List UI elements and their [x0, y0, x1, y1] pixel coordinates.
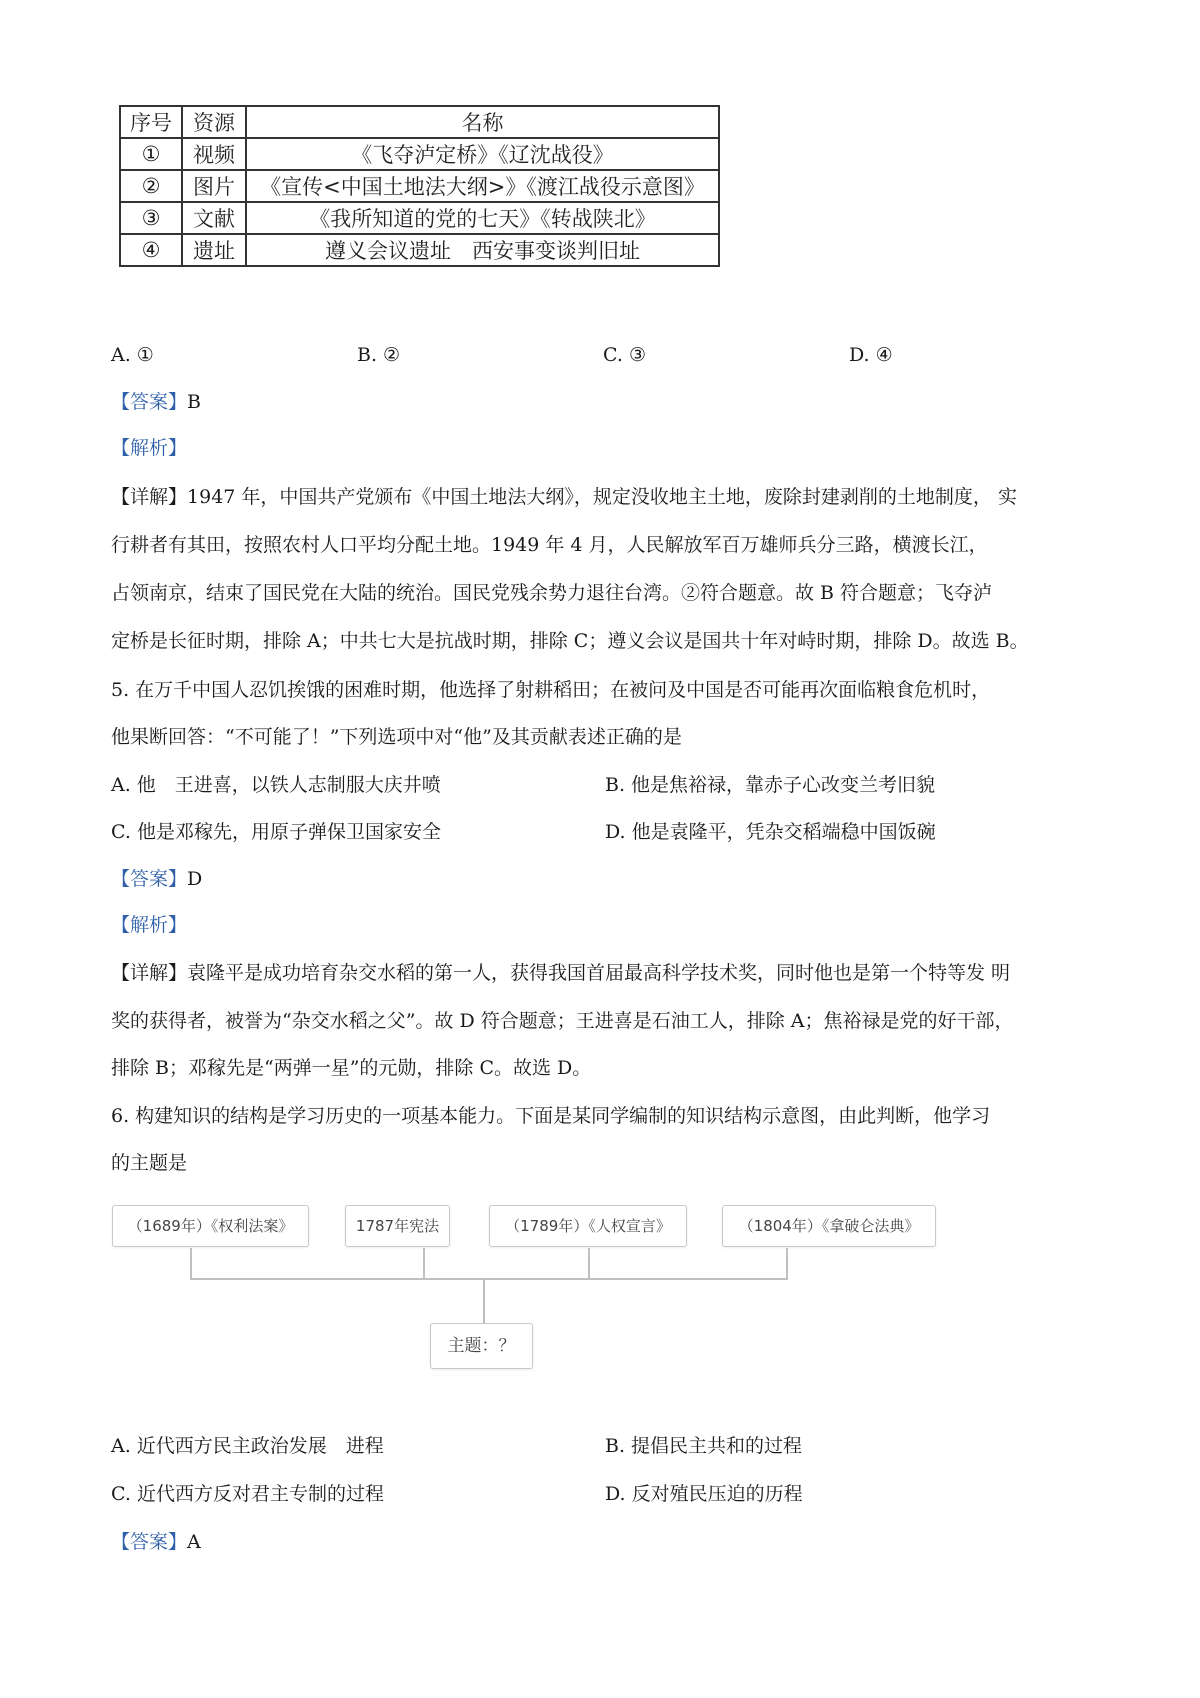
- q6-option-c: C. 近代西方反对君主专制的过程: [111, 1483, 384, 1505]
- q5-detail-line: [111, 961, 1010, 985]
- table-cell: 遵义会议遗址 西安事变谈判旧址: [246, 234, 719, 266]
- table-header: 资源: [182, 106, 246, 138]
- table-row: [120, 234, 719, 266]
- q6-option-a: A. 近代西方民主政治发展 进程: [111, 1435, 384, 1457]
- detail-tag: 【详解】: [111, 486, 188, 508]
- answer-tag: 【答案】: [111, 1531, 188, 1553]
- q4-detail-line: 定桥是长征时期，排除 A；中共七大是抗战时期，排除 C；遵义会议是国共十年对峙时期，排除 D。故选 B。: [111, 630, 1029, 652]
- diagram-theme-node: 主题：？: [430, 1323, 533, 1369]
- connector-line: [483, 1278, 485, 1323]
- table-header-row: [120, 106, 719, 138]
- diagram-node: （1804年）《拿破仑法典》: [722, 1205, 936, 1247]
- q5-detail-line: 奖的获得者，被誉为“杂交水稻之父”。故 D 符合题意；王进喜是石油工人，排除 A；焦裕禄是党的好干部，: [111, 1010, 1014, 1032]
- q6-answer: [111, 1530, 201, 1554]
- table-cell: 《宣传<中国土地法大纲>》《渡江战役示意图》: [246, 170, 719, 202]
- q4-option-b: B. ②: [357, 344, 401, 366]
- q6-stem-line: 的主题是: [111, 1152, 188, 1174]
- connector-line: [786, 1248, 788, 1278]
- q6-stem-line: 6. 构建知识的结构是学习历史的一项基本能力。下面是某同学编制的知识结构示意图，由此判断，他学习: [111, 1105, 991, 1127]
- q4-detail-line: 占领南京，结束了国民党在大陆的统治。国民党残余势力退往台湾。②符合题意。故 B 符合题意；飞夺泸: [111, 582, 993, 604]
- table-row: [120, 138, 719, 170]
- q5-option-d: D. 他是袁隆平，凭杂交稻端稳中国饭碗: [605, 821, 936, 843]
- table-cell: 文献: [182, 202, 246, 234]
- table-header: 序号: [120, 106, 182, 138]
- q5-option-c: C. 他是邓稼先，用原子弹保卫国家安全: [111, 821, 441, 843]
- answer-value: B: [187, 391, 201, 413]
- table-cell: 视频: [182, 138, 246, 170]
- table-row: [120, 170, 719, 202]
- answer-tag: 【答案】: [111, 868, 188, 890]
- q5-option-a: A. 他 王进喜，以铁人志制服大庆井喷: [111, 774, 441, 796]
- detail-text: 1947 年，中国共产党颁布《中国土地法大纲》，规定没收地主土地，废除封建剥削的土地制度， 实: [187, 486, 1017, 508]
- q5-stem-line: 他果断回答：“不可能了！”下列选项中对“他”及其贡献表述正确的是: [111, 726, 682, 748]
- table-cell: ④: [120, 234, 182, 266]
- detail-text: 袁隆平是成功培育杂交水稻的第一人，获得我国首届最高科学技术奖，同时他也是第一个特等发 明: [187, 962, 1011, 984]
- q5-stem-line: 5. 在万千中国人忍饥挨饿的困难时期，他选择了射耕稻田；在被问及中国是否可能再次面临粮食危机时，: [111, 679, 991, 701]
- table-cell: 图片: [182, 170, 246, 202]
- answer-value: A: [187, 1531, 201, 1553]
- q4-detail-line: 行耕者有其田，按照农村人口平均分配土地。1949 年 4 月，人民解放军百万雄师兵分三路，横渡长江，: [111, 534, 988, 556]
- q5-option-b: B. 他是焦裕禄，靠赤子心改变兰考旧貌: [605, 774, 936, 796]
- connector-line: [190, 1248, 192, 1278]
- connector-line: [190, 1278, 788, 1280]
- table-cell: ③: [120, 202, 182, 234]
- q4-option-c: C. ③: [603, 344, 646, 366]
- q4-option-d: D. ④: [849, 344, 893, 366]
- q6-option-d: D. 反对殖民压迫的历程: [605, 1483, 803, 1505]
- table-cell: ②: [120, 170, 182, 202]
- detail-tag: 【详解】: [111, 962, 188, 984]
- q4-analysis-tag: 【解析】: [111, 437, 188, 459]
- table-header: 名称: [246, 106, 719, 138]
- table-cell: 遗址: [182, 234, 246, 266]
- diagram-node: 1787年宪法: [345, 1205, 450, 1247]
- table-cell: 《我所知道的党的七天》《转战陕北》: [246, 202, 719, 234]
- q4-option-a: A. ①: [111, 344, 154, 366]
- diagram-node: （1689年）《权利法案》: [112, 1205, 309, 1247]
- table-cell: 《飞夺泸定桥》《辽沈战役》: [246, 138, 719, 170]
- table-cell: ①: [120, 138, 182, 170]
- table-row: [120, 202, 719, 234]
- q5-detail-line: 排除 B；邓稼先是“两弹一星”的元勋，排除 C。故选 D。: [111, 1057, 592, 1079]
- answer-value: D: [187, 868, 203, 890]
- connector-line: [588, 1248, 590, 1278]
- answer-tag: 【答案】: [111, 391, 188, 413]
- q5-answer: [111, 867, 202, 891]
- diagram-node: （1789年）《人权宣言》: [489, 1205, 687, 1247]
- q4-answer: [111, 390, 201, 414]
- q6-option-b: B. 提倡民主共和的过程: [605, 1435, 803, 1457]
- resource-table: [119, 105, 720, 267]
- q5-analysis-tag: 【解析】: [111, 914, 188, 936]
- connector-line: [423, 1248, 425, 1278]
- q4-detail-line: [111, 485, 1017, 509]
